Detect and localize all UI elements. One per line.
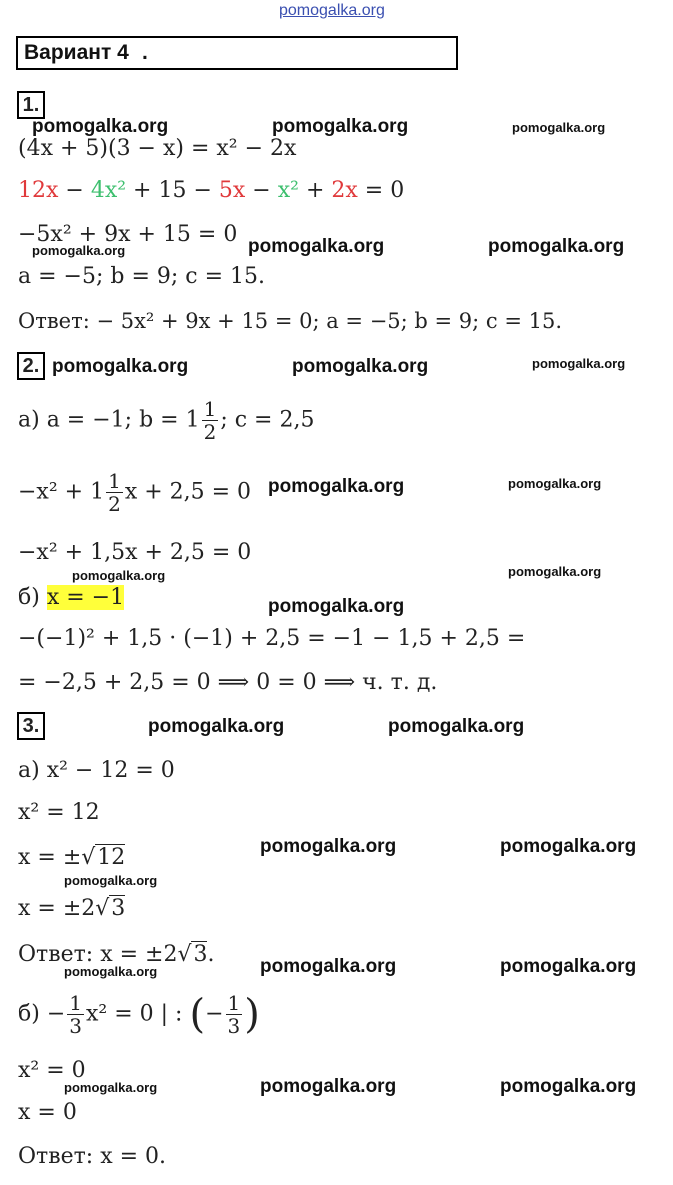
frac-denominator: 3 [227, 1014, 241, 1038]
t1-answer: Ответ: − 5x² + 9x + 15 = 0; a = −5; b = 9; c = 15. [18, 309, 563, 333]
t1-equation-line-1: (4x + 5)(3 − x) = x² − 2x [18, 136, 297, 161]
t3-a-line-4 [18, 896, 125, 922]
sqrt-radicand: 12 [97, 845, 126, 870]
t3-b1-text: − [205, 1001, 224, 1027]
frac-numerator: 1 [227, 991, 241, 1015]
t1-op: − [245, 178, 278, 203]
watermark: pomogalka.org [292, 356, 429, 377]
t1-equation-line-3: −5x² + 9x + 15 = 0 [18, 222, 238, 247]
t3-b-answer: Ответ: x = 0. [18, 1144, 167, 1169]
watermark: pomogalka.org [500, 1076, 637, 1097]
t2-eq1-text: x + 2,5 = 0 [124, 479, 252, 505]
fraction-one-half [202, 398, 219, 443]
sqrt-radicand: 3 [193, 942, 208, 967]
t1-coefficients: a = −5; b = 9; c = 15. [18, 264, 266, 289]
sqrt-sign: √ [95, 896, 110, 921]
watermark: pomogalka.org [508, 564, 602, 579]
t2-part-b [18, 585, 124, 611]
frac-denominator: 3 [69, 1014, 82, 1038]
sqrt-radicand: 3 [111, 896, 126, 921]
watermark: pomogalka.org [64, 1080, 158, 1095]
t2-a-text: а) a = −1; b = 1 [18, 407, 200, 433]
watermark: pomogalka.org [268, 596, 405, 617]
variant-title-dot: . [142, 41, 148, 64]
watermark: pomogalka.org [260, 836, 397, 857]
watermark: pomogalka.org [148, 716, 285, 737]
fraction-one-third [67, 992, 84, 1037]
watermark: pomogalka.org [512, 120, 606, 135]
header-watermark: pomogalka.org [279, 2, 385, 19]
t1-term-x2: x² [277, 178, 299, 203]
watermark: pomogalka.org [488, 236, 625, 257]
t2-check-line-1: −(−1)² + 1,5 · (−1) + 2,5 = −1 − 1,5 + 2,5 = [18, 626, 526, 651]
left-paren: ( [189, 991, 206, 1038]
frac-denominator: 2 [203, 420, 217, 444]
t2-equation-2: −x² + 1,5x + 2,5 = 0 [18, 540, 252, 565]
watermark: pomogalka.org [272, 116, 409, 137]
task-2-number: 2. [17, 352, 45, 380]
watermark: pomogalka.org [72, 568, 166, 583]
task-1-number: 1. [17, 91, 45, 119]
t3-b-line-2: x² = 0 [18, 1058, 86, 1083]
t3-a-line-2: x² = 12 [18, 800, 100, 825]
watermark: pomogalka.org [64, 964, 158, 979]
t2-check-line-2: = −2,5 + 2,5 = 0 ⟹ 0 = 0 ⟹ ч. т. д. [18, 670, 438, 695]
fraction-one-third [226, 992, 243, 1037]
watermark: pomogalka.org [508, 476, 602, 491]
frac-numerator: 1 [69, 991, 82, 1015]
t1-term-4x2: 4x² [90, 178, 127, 203]
t3-a-line-3 [18, 845, 125, 871]
t1-term-5x: 5x [218, 178, 246, 203]
t2-a-text: ; c = 2,5 [220, 407, 315, 433]
frac-denominator: 2 [108, 492, 121, 516]
t2-part-a-coefficients [18, 398, 314, 443]
watermark: pomogalka.org [260, 1076, 397, 1097]
sqrt-sign: √ [81, 845, 96, 870]
t1-op: = 0 [357, 178, 405, 203]
task-3-number: 3. [17, 712, 45, 740]
frac-numerator: 1 [108, 469, 121, 493]
watermark: pomogalka.org [32, 243, 126, 258]
t3-b1-text: б) − [18, 1001, 66, 1027]
fraction-one-half [106, 470, 123, 515]
t3-b-line-1 [18, 992, 260, 1037]
watermark: pomogalka.org [260, 956, 397, 977]
watermark: pomogalka.org [268, 476, 405, 497]
t1-op: − [58, 178, 91, 203]
frac-numerator: 1 [203, 397, 217, 421]
watermark: pomogalka.org [248, 236, 385, 257]
watermark: pomogalka.org [32, 116, 169, 137]
t1-term-2x: 2x [331, 178, 358, 203]
sqrt-sign: √ [177, 942, 192, 967]
watermark: pomogalka.org [532, 356, 626, 371]
watermark: pomogalka.org [64, 873, 158, 888]
variant-title-box [16, 36, 458, 70]
t3-b-line-3: x = 0 [18, 1100, 77, 1125]
t1-term-12x: 12x [18, 178, 59, 203]
t3-a3-text: x = ± [18, 845, 82, 870]
right-paren: ) [244, 991, 260, 1038]
t3-a4-text: x = ±2 [18, 896, 96, 921]
t2-equation-1 [18, 470, 251, 515]
t1-equation-line-2 [18, 178, 404, 204]
t3-b1-text: x² = 0 | : [86, 1001, 190, 1027]
watermark: pomogalka.org [500, 836, 637, 857]
t1-op: + 15 − [126, 178, 219, 203]
t2-b-label: б) [18, 585, 47, 610]
t2-b-highlighted-value: x = −1 [46, 585, 125, 610]
variant-title: Вариант 4 [24, 41, 129, 64]
t3-a-line-1: а) x² − 12 = 0 [18, 758, 175, 783]
t2-eq1-text: −x² + 1 [18, 479, 105, 505]
watermark: pomogalka.org [388, 716, 525, 737]
t3-answer-text: Ответ: x = ±2 [18, 942, 178, 967]
watermark: pomogalka.org [500, 956, 637, 977]
watermark: pomogalka.org [52, 356, 189, 377]
t3-answer-text: . [207, 942, 215, 967]
t1-op: + [298, 178, 332, 203]
